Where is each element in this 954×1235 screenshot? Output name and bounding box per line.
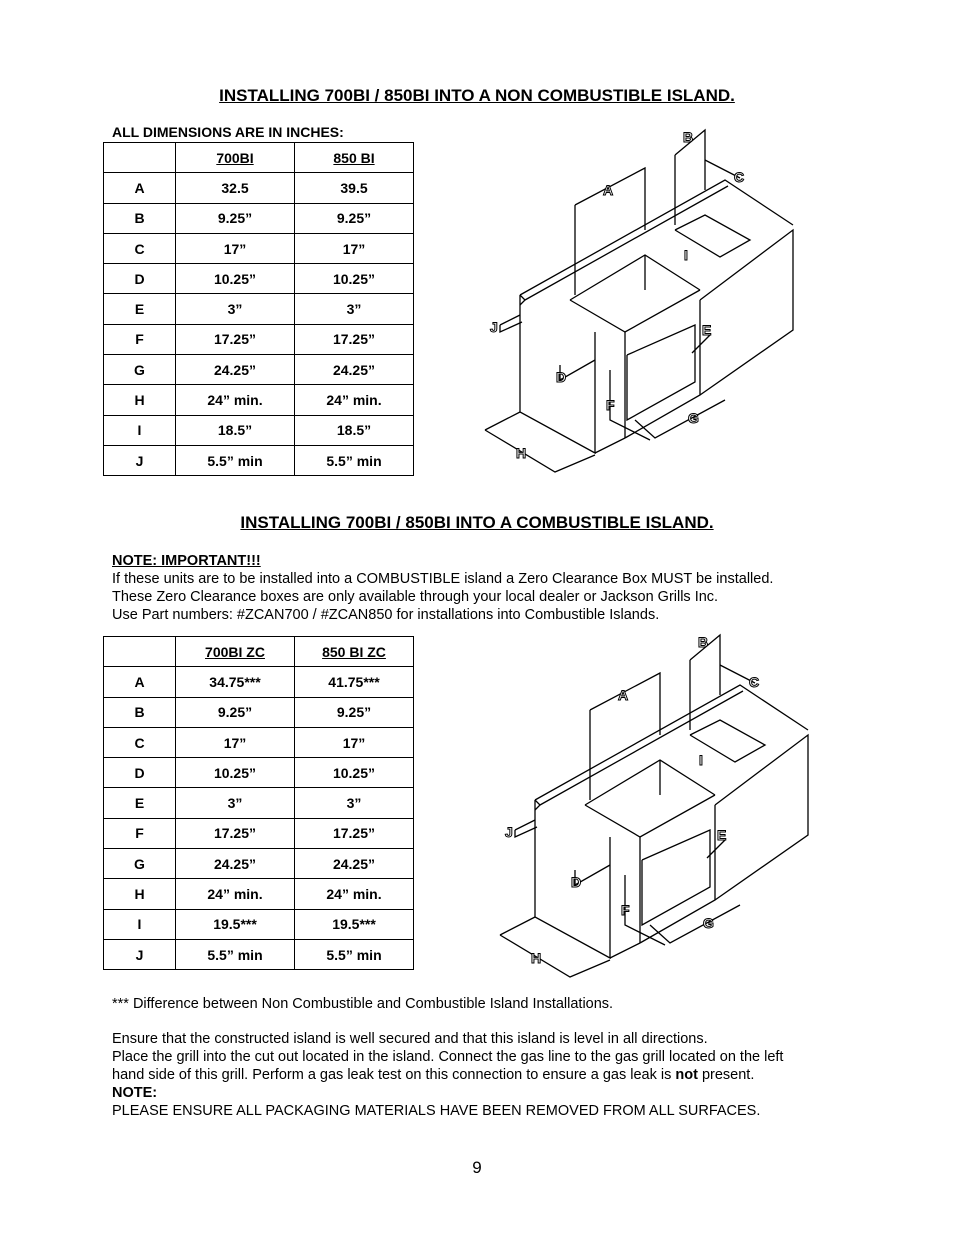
table-row (104, 727, 414, 757)
table-header-row (104, 637, 414, 667)
table-cell: 9.25” (176, 697, 295, 727)
dimensions-table-non-combustible (103, 142, 414, 476)
dimensions-table-combustible (103, 636, 414, 970)
important-note-title: NOTE: IMPORTANT!!! (112, 553, 261, 569)
table-row (104, 939, 414, 969)
label-I: I (684, 247, 688, 263)
label-G: G (688, 410, 699, 426)
island-outline (485, 130, 793, 472)
label-G: G (703, 915, 714, 931)
table-cell: F (104, 818, 176, 848)
table-row (104, 385, 414, 415)
table-row (104, 294, 414, 324)
table-cell: 17” (295, 233, 414, 263)
table-cell: 10.25” (176, 264, 295, 294)
label-J: J (505, 824, 513, 840)
table-row (104, 415, 414, 445)
label-J: J (490, 319, 498, 335)
table-cell: J (104, 939, 176, 969)
table-cell: B (104, 203, 176, 233)
island-diagram-combustible (485, 625, 825, 985)
table-row (104, 324, 414, 354)
table-header-cell (104, 637, 176, 667)
table-row (104, 697, 414, 727)
table-cell: 17” (176, 233, 295, 263)
table-cell: 41.75*** (295, 667, 414, 697)
table-cell: 39.5 (295, 173, 414, 203)
table-cell: F (104, 324, 176, 354)
table-cell: 3” (176, 788, 295, 818)
label-A: A (603, 182, 614, 198)
island-diagram-non-combustible (470, 120, 810, 480)
label-A: A (618, 687, 629, 703)
table-header-row (104, 143, 414, 173)
footnote: *** Difference between Non Combustible and Combustible Island Installations. (112, 996, 614, 1012)
important-note-line: If these units are to be installed into a COMBUSTIBLE island a Zero Clearance Box MUST be installed. (112, 571, 774, 587)
section2-heading: INSTALLING 700BI / 850BI INTO A COMBUSTIBLE ISLAND. (240, 513, 714, 532)
table-header-cell: 850 BI (295, 143, 414, 173)
table-row (104, 758, 414, 788)
table-cell: 10.25” (295, 758, 414, 788)
table-cell: 24” min. (295, 879, 414, 909)
table-row (104, 909, 414, 939)
table-cell: G (104, 355, 176, 385)
table-cell: 17” (176, 727, 295, 757)
table-cell: 17.25” (176, 818, 295, 848)
table-cell: 24.25” (295, 849, 414, 879)
table-cell: C (104, 727, 176, 757)
note-text: PLEASE ENSURE ALL PACKAGING MATERIALS HAVE BEEN REMOVED FROM ALL SURFACES. (112, 1103, 761, 1119)
label-F: F (621, 902, 630, 918)
table-cell: A (104, 173, 176, 203)
table-cell: 9.25” (176, 203, 295, 233)
table-cell: 24.25” (176, 849, 295, 879)
table-cell: H (104, 879, 176, 909)
table-row (104, 667, 414, 697)
table-row (104, 203, 414, 233)
table-header-cell: 700BI ZC (176, 637, 295, 667)
table-cell: I (104, 415, 176, 445)
instruction-line (112, 1066, 852, 1084)
table-cell: 24” min. (176, 879, 295, 909)
table-cell: 17.25” (295, 818, 414, 848)
table-cell: D (104, 264, 176, 294)
table-cell: 32.5 (176, 173, 295, 203)
label-B: B (683, 129, 694, 145)
table-row (104, 849, 414, 879)
table-cell: A (104, 667, 176, 697)
instruction-line: Ensure that the constructed island is well secured and that this island is level in all directions. (112, 1031, 708, 1047)
table-cell: E (104, 294, 176, 324)
label-H: H (516, 445, 527, 461)
table-cell: 17” (295, 727, 414, 757)
label-C: C (749, 674, 760, 690)
table-cell: 5.5” min (295, 939, 414, 969)
table-header-cell (104, 143, 176, 173)
note-label: NOTE: (112, 1085, 158, 1101)
label-D: D (556, 369, 567, 385)
table-cell: 24” min. (295, 385, 414, 415)
important-note (112, 552, 872, 624)
table-cell: E (104, 788, 176, 818)
table-cell: J (104, 445, 176, 475)
table-row (104, 445, 414, 475)
table-cell: 9.25” (295, 697, 414, 727)
table-cell: 5.5” min (176, 445, 295, 475)
table-cell: 10.25” (176, 758, 295, 788)
table-row (104, 355, 414, 385)
instruction-line: Place the grill into the cut out located in the island. Connect the gas line to the gas grill located on the left (112, 1049, 784, 1065)
label-D: D (571, 874, 582, 890)
table-cell: 19.5*** (295, 909, 414, 939)
island-outline (500, 635, 808, 977)
instruction-emphasis: not (675, 1067, 698, 1083)
table-cell: 17.25” (176, 324, 295, 354)
label-E: E (717, 827, 727, 843)
table-cell: C (104, 233, 176, 263)
table-cell: 5.5” min (295, 445, 414, 475)
table-cell: 34.75*** (176, 667, 295, 697)
table-cell: 5.5” min (176, 939, 295, 969)
table-cell: I (104, 909, 176, 939)
table-row (104, 818, 414, 848)
label-E: E (702, 322, 712, 338)
important-note-line: These Zero Clearance boxes are only available through your local dealer or Jackson Grills Inc. (112, 589, 719, 605)
table-cell: D (104, 758, 176, 788)
table-header-cell: 700BI (176, 143, 295, 173)
table-cell: B (104, 697, 176, 727)
label-C: C (734, 169, 745, 185)
table-row (104, 173, 414, 203)
instruction-text: present. (697, 1067, 755, 1083)
table-cell: 24” min. (176, 385, 295, 415)
page-number: 9 (472, 1158, 482, 1177)
table-row (104, 233, 414, 263)
table-cell: 3” (176, 294, 295, 324)
instructions (112, 1030, 852, 1120)
section1-heading: INSTALLING 700BI / 850BI INTO A NON COMBUSTIBLE ISLAND. (219, 86, 735, 105)
table-row (104, 788, 414, 818)
table-row (104, 879, 414, 909)
label-F: F (606, 397, 615, 413)
table-cell: 10.25” (295, 264, 414, 294)
label-B: B (698, 634, 709, 650)
instruction-text: hand side of this grill. Perform a gas leak test on this connection to ensure a gas leak is (112, 1067, 676, 1083)
dimensions-caption: ALL DIMENSIONS ARE IN INCHES: (112, 124, 344, 140)
table-cell: G (104, 849, 176, 879)
table-cell: 24.25” (176, 355, 295, 385)
table-cell: 9.25” (295, 203, 414, 233)
table-cell: 3” (295, 788, 414, 818)
table-cell: 3” (295, 294, 414, 324)
important-note-line: Use Part numbers: #ZCAN700 / #ZCAN850 for installations into Combustible Islands. (112, 607, 660, 623)
table-cell: 18.5” (295, 415, 414, 445)
label-H: H (531, 950, 542, 966)
table-cell: 24.25” (295, 355, 414, 385)
table-row (104, 264, 414, 294)
table-cell: 18.5” (176, 415, 295, 445)
label-I: I (699, 752, 703, 768)
table-cell: 19.5*** (176, 909, 295, 939)
table-header-cell: 850 BI ZC (295, 637, 414, 667)
table-cell: H (104, 385, 176, 415)
table-cell: 17.25” (295, 324, 414, 354)
